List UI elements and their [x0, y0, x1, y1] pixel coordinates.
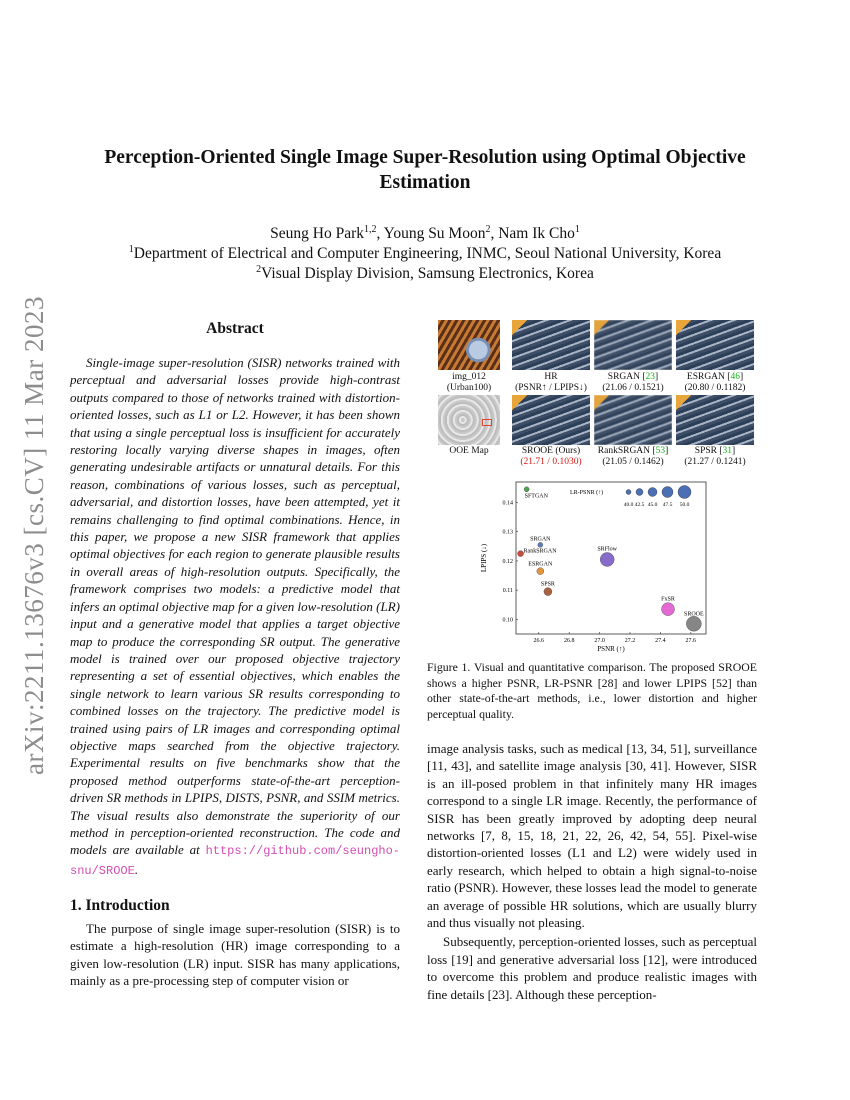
- x-tick-label: 27.0: [594, 638, 605, 644]
- caption-srgan: [594, 372, 672, 394]
- section-heading-introduction: 1. Introduction: [70, 897, 170, 914]
- affiliation-1-text: Department of Electrical and Computer Engineering, INMC, Seoul National University, Korea: [133, 245, 722, 262]
- author-3: Nam Ik Cho: [498, 225, 575, 242]
- figure-1-scatter-plot: [438, 476, 758, 656]
- caption-hr-line1: HR: [544, 372, 558, 382]
- x-tick-label: 27.4: [655, 638, 666, 644]
- author-2-affil: 2: [485, 224, 491, 235]
- caption-srooe-line1: SROOE (Ours): [521, 446, 581, 456]
- thumb-esrgan: [676, 320, 754, 370]
- thumb-hr: [512, 320, 590, 370]
- legend-label: 47.5: [662, 502, 673, 508]
- data-label-spsr: SPSR: [540, 581, 555, 588]
- right-column-body: [427, 740, 757, 1003]
- caption-esrgan: [676, 372, 754, 394]
- caption-ranksrgan-line2: (21.05 / 0.1462): [602, 457, 664, 467]
- abstract-body: [70, 354, 400, 880]
- caption-spsr-line1: SPSR [31]: [694, 446, 736, 456]
- arxiv-identifier-stamp: [14, 290, 54, 780]
- legend-title: LR-PSNR (↑): [570, 490, 604, 496]
- paper-title: [80, 145, 770, 195]
- caption-spsr-line2: (21.27 / 0.1241): [684, 457, 746, 467]
- author-2: Young Su Moon: [383, 225, 486, 242]
- caption-ooe-line1: OOE Map: [449, 446, 489, 456]
- x-tick-label: 27.6: [685, 638, 697, 644]
- legend-marker: [636, 489, 643, 496]
- introduction-paragraph: The purpose of single image super-resolution (SISR) is to estimate a high-resolution (HR) image corresponding to a given low-resolution (LR) input. SISR has many applications, mainly as a pre-processing step of computer vision or: [70, 921, 400, 989]
- affiliation-1: [60, 244, 790, 264]
- title-line-2: Estimation: [379, 172, 471, 193]
- author-names: Seung Ho Park$^{1,2}$, Young Su Moon$^2$, Nam Ik Cho$^1$: [270, 224, 580, 242]
- data-label-ranksrgan: RankSRGAN: [523, 548, 557, 555]
- figure-1-caption: [427, 660, 757, 722]
- figure-label: Figure 1.: [427, 660, 471, 674]
- data-label-srooe: SROOE: [684, 611, 704, 618]
- caption-hr: [512, 372, 590, 394]
- thumb-ranksrgan: [594, 395, 672, 445]
- data-label-fxsr: FxSR: [661, 596, 675, 603]
- arxiv-identifier-text: arXiv:2211.13676v3 [cs.CV] 11 Mar 2023: [18, 295, 49, 775]
- y-tick-label: 0.10: [502, 617, 513, 624]
- thumb-ooe-map: [438, 395, 500, 445]
- caption-srgan-line2: (21.06 / 0.1521): [602, 383, 664, 393]
- abstract-end: .: [134, 861, 139, 877]
- affiliation-2: [60, 264, 790, 284]
- caption-ranksrgan-line1: RankSRGAN [53]: [597, 446, 669, 456]
- author-1-affil: 1,2: [363, 224, 377, 235]
- data-point-spsr: [544, 588, 552, 596]
- data-point-srflow: [600, 552, 614, 566]
- y-tick-label: 0.11: [502, 588, 513, 595]
- caption-hr-line2: (PSNR↑ / LPIPS↓): [515, 383, 587, 393]
- data-point-fxsr: [662, 603, 675, 616]
- caption-ranksrgan: [594, 446, 672, 468]
- legend-label: 50.0: [679, 502, 690, 508]
- x-tick-label: 26.8: [563, 638, 575, 644]
- thumb-input-image: [438, 320, 500, 370]
- data-point-esrgan: [537, 568, 544, 575]
- affiliation-2-text: Visual Display Division, Samsung Electronics, Korea: [261, 265, 594, 282]
- caption-srooe-line2: (21.71 / 0.1030): [520, 457, 582, 467]
- data-point-srgan: [538, 542, 543, 547]
- code-link[interactable]: https://github.com/seungho-snu/SROOE: [70, 844, 401, 878]
- caption-input-line2: (Urban100): [446, 383, 492, 393]
- x-tick-label: 27.2: [624, 638, 636, 644]
- thumb-srooe: [512, 395, 590, 445]
- abstract-heading: Abstract: [206, 320, 264, 337]
- caption-esrgan-line1: ESRGAN [46]: [686, 372, 744, 382]
- affiliation-1-mark: 1: [128, 244, 134, 255]
- author-block: [60, 224, 790, 284]
- data-label-sftgan: SFTGAN: [524, 493, 548, 500]
- y-tick-label: 0.14: [502, 500, 513, 507]
- scatter-svg: [438, 476, 758, 656]
- caption-ooe: [430, 446, 508, 457]
- legend-label: 42.5: [634, 502, 645, 508]
- figure-1-image-grid: [438, 320, 758, 470]
- y-tick-label: 0.12: [502, 558, 513, 565]
- caption-input-line1: img_012: [452, 372, 486, 382]
- title-line-1: Perception-Oriented Single Image Super-Resolution using Optimal Objective: [104, 147, 746, 168]
- caption-srooe: [512, 446, 590, 468]
- right-paragraph-1: image analysis tasks, such as medical [13, 34, 51], surveillance [11, 43], and satellite image analysis [30, 41]. However, SISR is an ill-posed problem in that infinitely many HR images correspond to a single LR image. Recently, the performance of SISR has been greatly improved by adopting deep neural networks [7, 8, 15, 18, 21, 22, 26, 42, 54, 55]. Pixel-wise distortion-oriented losses (L1 and L2) were widely used in early research, which helped to obtain a high signal-to-noise ratio (PSNR). However, these losses lead the model to generate an average of possible HR solutions, which are usually blurry and thus visually not pleasing.: [427, 741, 757, 931]
- legend-marker: [662, 487, 673, 498]
- right-paragraph-2: Subsequently, perception-oriented losses, such as perceptual loss [19] and generative adversarial loss [12], were introduced to overcome this problem and produce realistic images with fine details [23]. Although these perception-: [427, 934, 757, 1002]
- data-point-srooe: [686, 616, 701, 631]
- abstract-text: Single-image super-resolution (SISR) networks trained with perceptual and adversarial losses provide high-contrast outputs compared to those of networks trained with distortion-oriented losses, such as L1 or L2. However, it has been shown that using a single perceptual loss is insufficient for accurately restoring locally varying diverse shapes in images, often generating undesirable artifacts or unnatural details. For this reason, combinations of various losses, such as perceptual, adversarial, and distortion losses, have been attempted, yet it remains challenging to find optimal combinations. Hence, in this paper, we propose a new SISR framework that applies optimal objectives for each region to generate plausible results in overall areas of high-resolution outputs. Specifically, the framework comprises two models: a predictive model that infers an optimal objective map for a given low-resolution (LR) input and a generative model that applies a target objective map to produce the corresponding SR output. The generative model is trained over our proposed objective trajectory representing a set of essential objectives, which enables the single network to learn various SR results corresponding to combined losses on the trajectory. The predictive model is trained using pairs of LR images and corresponding optimal objective maps searched from the objective trajectory. Experimental results on five benchmarks show that the proposed method outperforms state-of-the-art perception-driven SR methods in LPIPS, DISTS, PSNR, and SSIM metrics. The visual results also demonstrate the superiority of our method in perception-oriented reconstruction. The code and models are available at: [70, 355, 400, 858]
- figure-caption-text: Visual and quantitative comparison. The proposed SROOE shows a higher PSNR, LR-PSNR [28] and lower LPIPS [52] than other state-of-the-art methods, i.e., lower distortion and higher perceptual quality.: [427, 660, 757, 721]
- legend-marker: [626, 490, 631, 495]
- caption-esrgan-line2: (20.80 / 0.1182): [684, 383, 746, 393]
- author-1: Seung Ho Park: [270, 225, 364, 242]
- x-axis-label: PSNR (↑): [597, 645, 625, 653]
- legend-marker: [648, 488, 657, 497]
- data-label-srflow: SRFlow: [597, 546, 618, 553]
- thumb-srgan: [594, 320, 672, 370]
- legend-label: 40.0: [623, 502, 634, 508]
- data-label-srgan: SRGAN: [530, 536, 551, 543]
- legend-marker: [678, 486, 691, 499]
- y-tick-label: 0.13: [502, 529, 513, 536]
- caption-srgan-line1: SRGAN [23]: [607, 372, 659, 382]
- x-tick-label: 26.6: [533, 638, 545, 644]
- caption-input: [430, 372, 508, 394]
- affiliation-2-mark: 2: [256, 264, 262, 275]
- data-label-esrgan: ESRGAN: [528, 561, 553, 568]
- data-point-sftgan: [524, 487, 529, 492]
- caption-spsr: [676, 446, 754, 468]
- y-axis-label: LPIPS (↓): [480, 543, 488, 573]
- thumb-spsr: [676, 395, 754, 445]
- legend-label: 45.0: [647, 502, 658, 508]
- author-3-affil: 1: [574, 224, 580, 235]
